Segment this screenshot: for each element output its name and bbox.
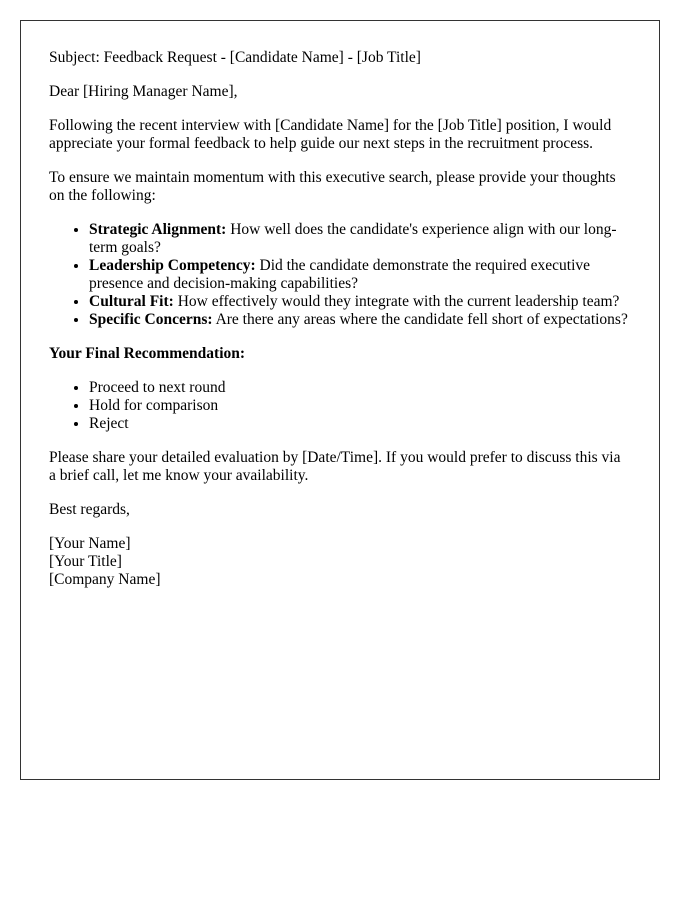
closing-paragraph: Please share your detailed evaluation by [Date/Time]. If you would prefer to discuss this via a brief call, let me know your availability.	[49, 449, 621, 484]
signature-title: [Your Title]	[49, 553, 122, 570]
criteria-text: Are there any areas where the candidate fell short of expectations?	[212, 311, 628, 328]
list-item	[89, 257, 631, 293]
recommendation-option: • Hold for comparison	[89, 397, 631, 415]
signature-name: [Your Name]	[49, 535, 131, 552]
recommendation-list	[49, 379, 631, 433]
greeting: Dear [Hiring Manager Name],	[49, 83, 238, 100]
request-paragraph: To ensure we maintain momentum with this executive search, please provide your thoughts on the following:	[49, 169, 616, 204]
recommendation-option: • Proceed to next round	[89, 379, 631, 397]
letter-document	[20, 20, 660, 780]
recommendation-heading: Your Final Recommendation:	[49, 345, 246, 362]
criteria-list	[49, 221, 631, 329]
list-item	[89, 293, 631, 311]
criteria-text: How effectively would they integrate with the current leadership team?	[173, 293, 620, 310]
criteria-text: Did the candidate demonstrate the required executive presence and decision-making capabilities?	[89, 257, 591, 292]
recommendation-option: • Reject	[89, 415, 631, 433]
intro-paragraph: Following the recent interview with [Candidate Name] for the [Job Title] position, I would appreciate your formal feedback to help guide our next steps in the recruitment process.	[49, 117, 612, 152]
list-item	[89, 311, 631, 329]
criteria-text: How well does the candidate's experience align with our long-term goals?	[89, 221, 617, 256]
signature-company: [Company Name]	[49, 571, 161, 588]
list-item	[89, 221, 631, 257]
subject-line: Subject: Feedback Request - [Candidate Name] - [Job Title]	[49, 49, 421, 66]
criteria-term: Leadership Competency:	[89, 257, 256, 274]
signature-block	[49, 535, 631, 589]
criteria-term: Specific Concerns:	[89, 311, 213, 328]
criteria-term: Strategic Alignment:	[89, 221, 227, 238]
criteria-term: Cultural Fit:	[89, 293, 174, 310]
signoff: Best regards,	[49, 501, 130, 518]
